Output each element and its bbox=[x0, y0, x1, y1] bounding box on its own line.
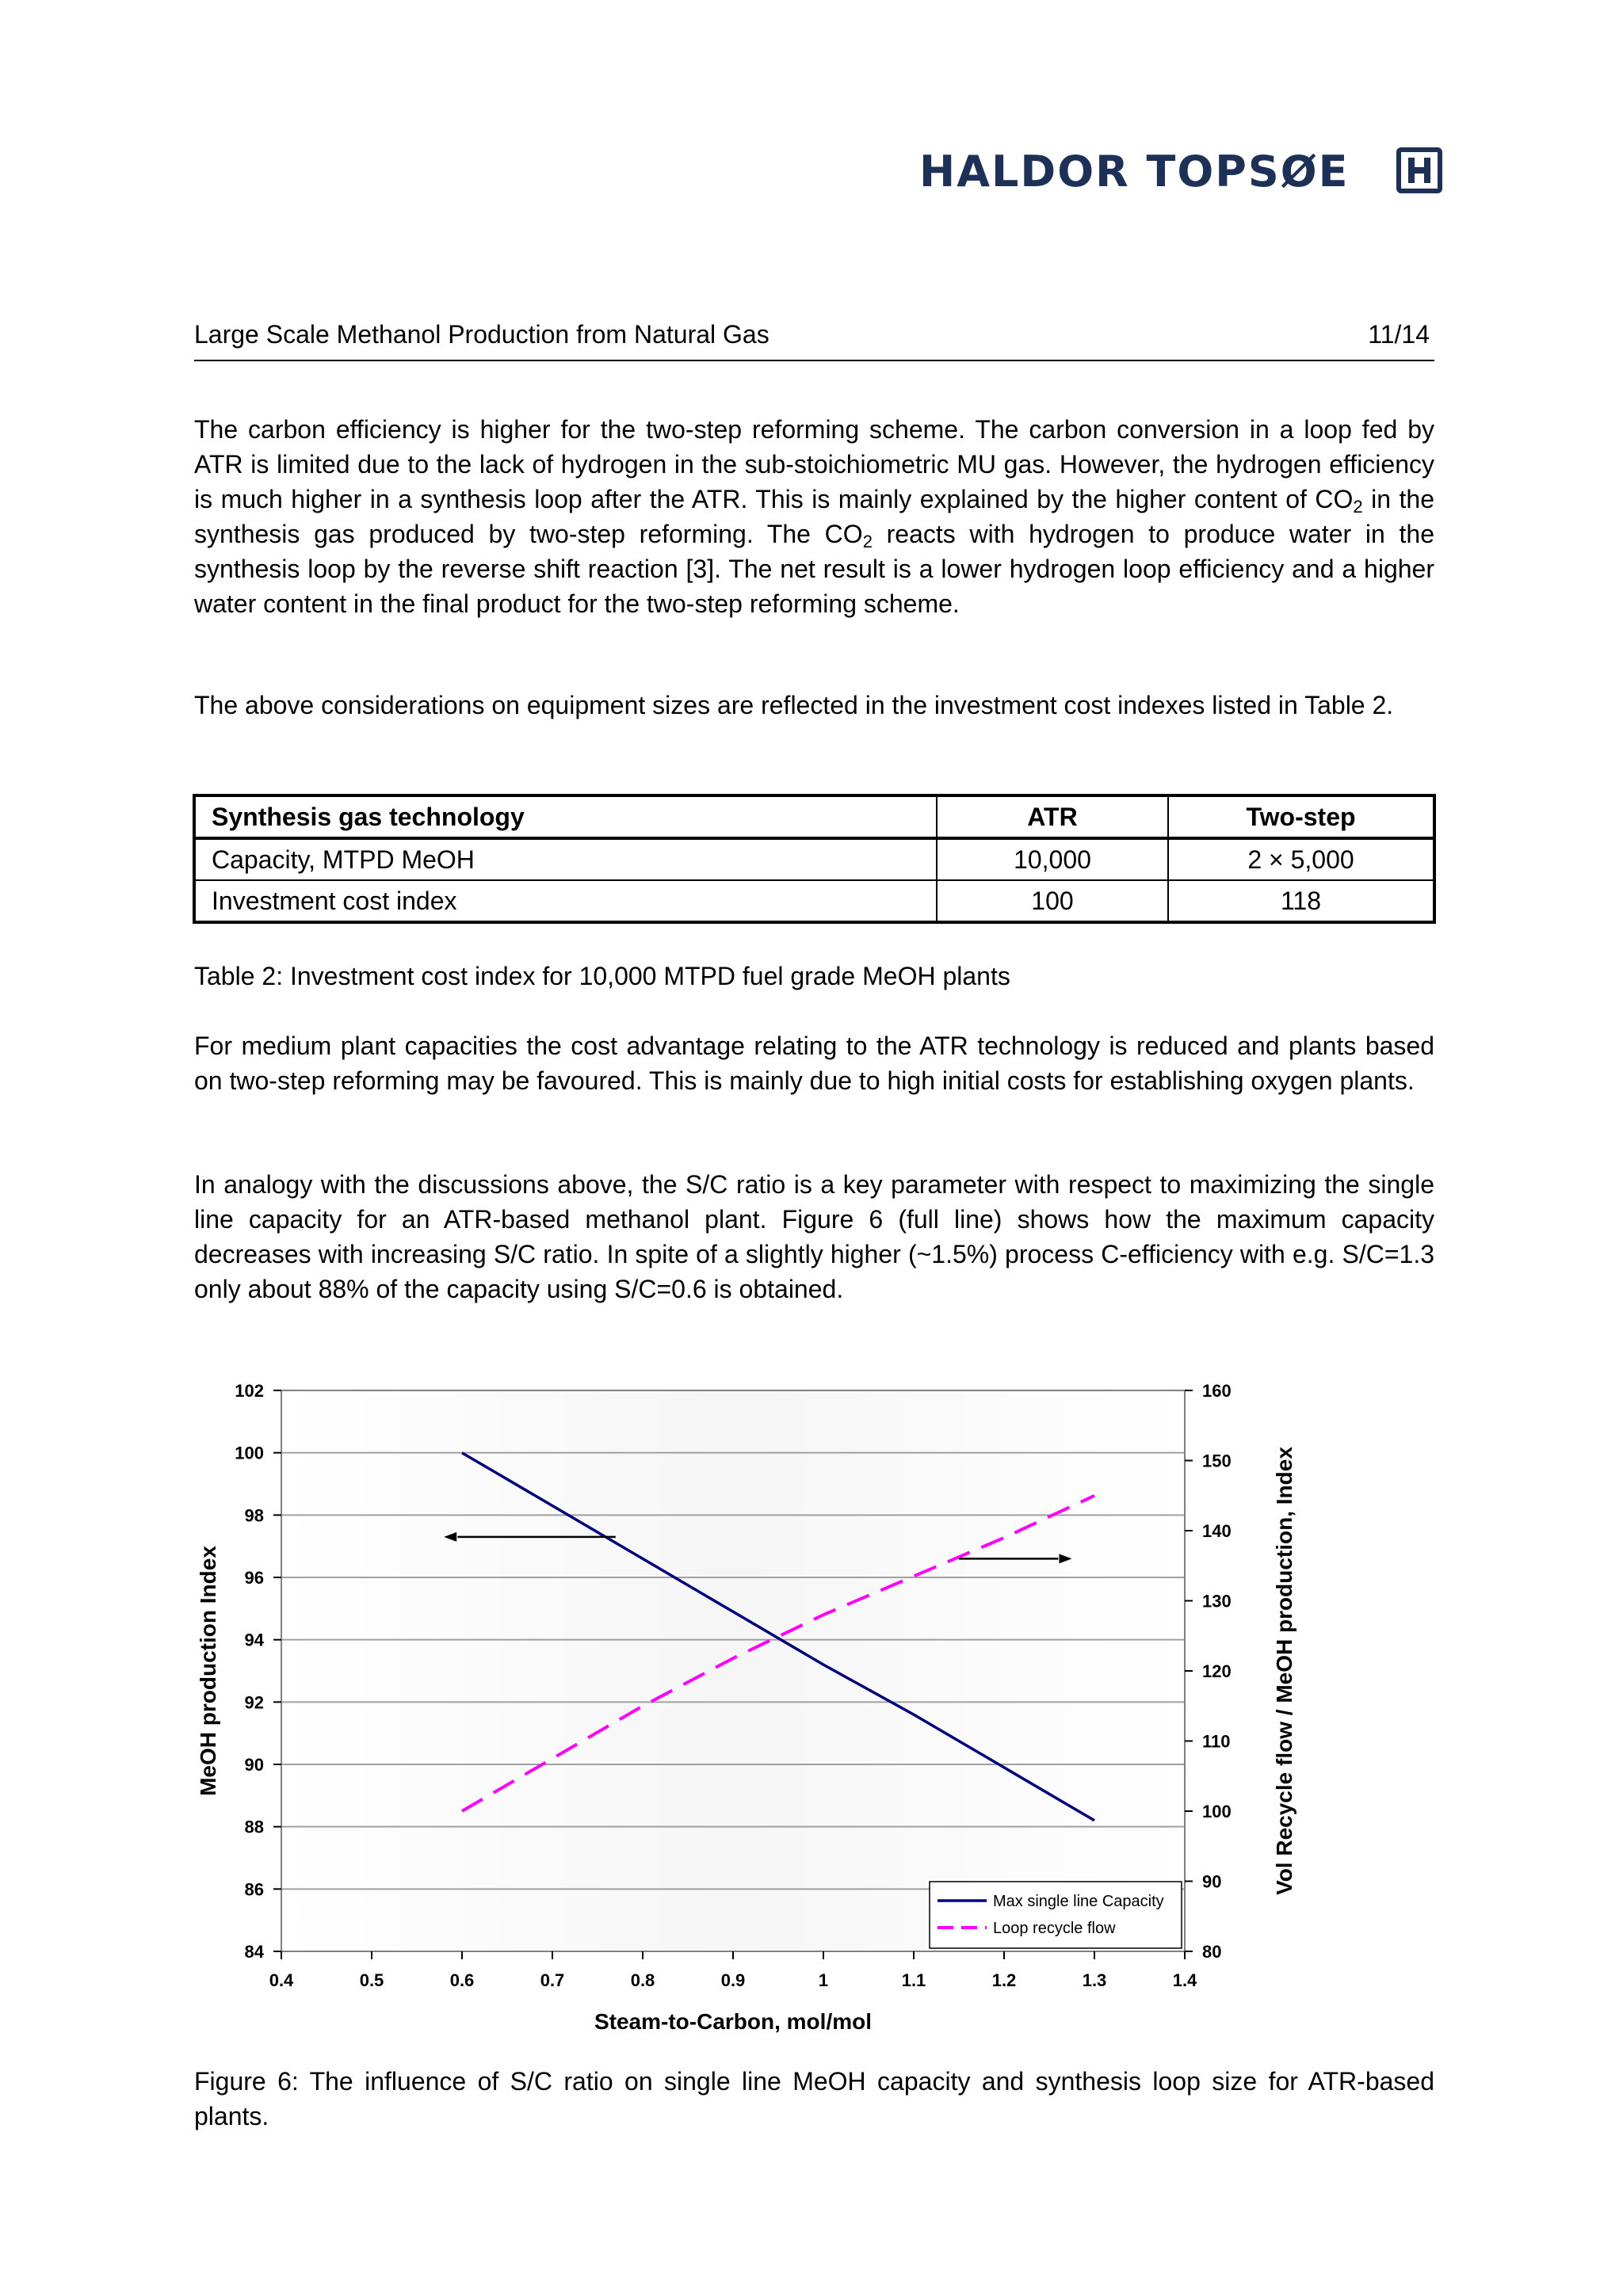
legend-box bbox=[930, 1882, 1182, 1948]
x-tick-label: 1.3 bbox=[1082, 1970, 1107, 1990]
x-tick-label: 1.4 bbox=[1172, 1970, 1197, 1990]
table-header-cell: Two-step bbox=[1168, 795, 1434, 838]
table-row bbox=[194, 838, 1434, 880]
table-cell: 100 bbox=[937, 880, 1168, 922]
y2-tick-label: 110 bbox=[1202, 1731, 1231, 1752]
x-tick-label: 0.4 bbox=[269, 1970, 294, 1990]
table-cell: Capacity, MTPD MeOH bbox=[194, 838, 937, 880]
x-tick-label: 0.8 bbox=[630, 1970, 655, 1990]
x-tick-label: 0.5 bbox=[359, 1970, 384, 1990]
logo-mark-icon bbox=[1396, 147, 1442, 193]
y2-tick-label: 150 bbox=[1202, 1451, 1232, 1471]
y-tick-label: 98 bbox=[244, 1505, 264, 1526]
y-tick-label: 100 bbox=[235, 1443, 264, 1463]
paragraph-considerations: The above considerations on equipment sizes are reflected in the investment cost indexes listed in Table 2. bbox=[194, 691, 1394, 719]
y-tick-label: 94 bbox=[244, 1630, 264, 1650]
x-tick-label: 1 bbox=[818, 1970, 829, 1990]
table-header-cell: Synthesis gas technology bbox=[194, 795, 937, 838]
x-tick-label: 1.1 bbox=[901, 1970, 926, 1990]
plot-area bbox=[281, 1390, 1185, 1951]
paragraph-carbon-efficiency: The carbon efficiency is higher for the two-step reforming scheme. The carbon conversion in a loop fed by ATR is limited due to the lack of hydrogen in the sub-stoichiometric MU gas. However, the hydrogen efficiency is much higher in a synthesis loop after the ATR. This is mainly explained by the higher content of $CO_2$ in the synthesis gas produced by two-step reforming. The $CO_2$ reacts with hydrogen to produce water in the synthesis loop by the reverse shift reaction [3]. The net result is a lower hydrogen loop efficiency and a higher water content in the final product for the two-step reforming scheme. bbox=[194, 415, 1435, 618]
table-header-row bbox=[194, 795, 1434, 838]
table-cell: 10,000 bbox=[937, 838, 1168, 880]
x-tick-label: 0.7 bbox=[540, 1970, 565, 1990]
table-header-cell: ATR bbox=[937, 795, 1168, 838]
y-tick-label: 90 bbox=[244, 1755, 264, 1775]
company-logo bbox=[919, 144, 1442, 200]
y2-tick-label: 80 bbox=[1202, 1942, 1222, 1962]
y-tick-label: 102 bbox=[235, 1381, 264, 1401]
y-tick-label: 86 bbox=[244, 1879, 264, 1900]
legend-label: Loop recycle flow bbox=[993, 1920, 1116, 1937]
x-axis-title: Steam-to-Carbon, mol/mol bbox=[594, 2009, 873, 2034]
table-cell: Investment cost index bbox=[194, 880, 937, 922]
page-number: 11/14 bbox=[1368, 320, 1430, 349]
document-title: Large Scale Methanol Production from Natural Gas bbox=[194, 320, 769, 349]
investment-cost-table bbox=[193, 794, 1436, 924]
y2-tick-label: 100 bbox=[1202, 1802, 1232, 1821]
table-row bbox=[194, 880, 1434, 922]
running-header bbox=[194, 317, 1434, 361]
figure-caption: Figure 6: The influence of S/C ratio on single line MeOH capacity and synthesis loop size for ATR-based plants. bbox=[194, 2067, 1434, 2130]
logo-text: HALDOR TOPSØE bbox=[919, 147, 1350, 196]
y2-tick-label: 90 bbox=[1202, 1871, 1222, 1892]
y2-axis-title: Vol Recycle flow / MeOH production, Index bbox=[1272, 1447, 1296, 1895]
x-tick-label: 0.6 bbox=[449, 1970, 475, 1990]
y-tick-label: 96 bbox=[244, 1568, 264, 1588]
y2-tick-label: 140 bbox=[1202, 1521, 1232, 1541]
sc-ratio-chart bbox=[190, 1371, 1442, 2052]
x-tick-label: 0.9 bbox=[720, 1970, 746, 1990]
y-tick-label: 92 bbox=[244, 1692, 264, 1713]
paragraph-medium-capacities: For medium plant capacities the cost advantage relating to the ATR technology is reduced and plants based on two-step reforming may be favoured. This is mainly due to high initial costs for establishing oxygen plants. bbox=[194, 1032, 1434, 1095]
y-tick-label: 84 bbox=[244, 1942, 264, 1962]
x-tick-label: 1.2 bbox=[991, 1970, 1017, 1990]
table-caption: Table 2: Investment cost index for 10,000 MTPD fuel grade MeOH plants bbox=[194, 962, 1010, 990]
y2-tick-label: 160 bbox=[1202, 1381, 1232, 1401]
y-tick-label: 88 bbox=[244, 1817, 264, 1837]
y2-tick-label: 130 bbox=[1202, 1591, 1232, 1611]
table-cell: 118 bbox=[1168, 880, 1434, 922]
y-axis-title: MeOH production Index bbox=[196, 1546, 220, 1796]
table-cell: 2 × 5,000 bbox=[1168, 838, 1434, 880]
y2-tick-label: 120 bbox=[1202, 1661, 1232, 1681]
legend-label: Max single line Capacity bbox=[993, 1893, 1164, 1910]
paragraph-sc-ratio: In analogy with the discussions above, the S/C ratio is a key parameter with respect to maximizing the single line capacity for an ATR-based methanol plant. Figure 6 (full line) shows how the maximum capacity decreases with increasing S/C ratio. In spite of a slightly higher (~1.5%) process C-efficiency with e.g. S/C=1.3 only about 88% of the capacity using S/C=0.6 is obtained. bbox=[194, 1170, 1434, 1303]
